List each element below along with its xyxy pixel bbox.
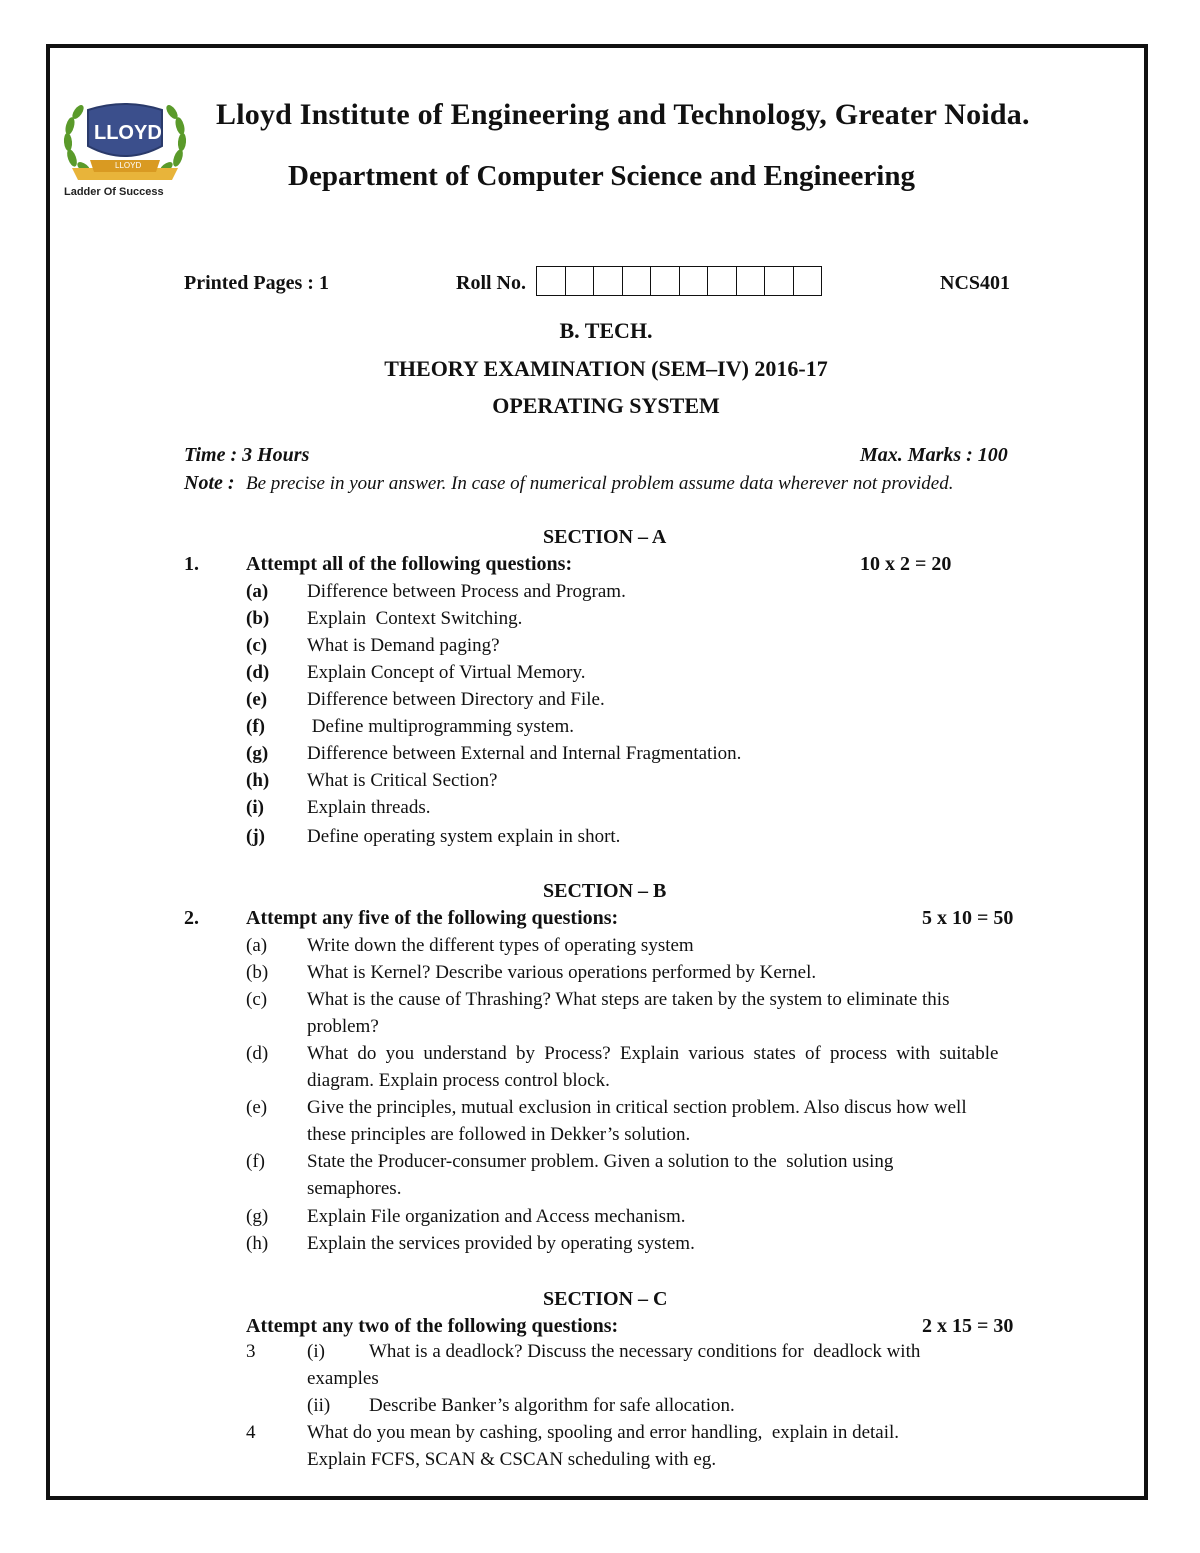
list-item-label: (a)	[246, 581, 269, 602]
note-text: Be precise in your answer. In case of numerical problem assume data wherever not provided.	[246, 473, 954, 494]
list-item-label: (a)	[246, 935, 268, 956]
list-item-cont: diagram. Explain process control block.	[307, 1070, 610, 1091]
question-number: 3	[246, 1341, 256, 1362]
subject-title: OPERATING SYSTEM	[492, 393, 720, 418]
list-item: What is Demand paging?	[307, 635, 500, 656]
list-item-label: (i)	[246, 797, 264, 818]
list-item-cont: examples	[307, 1368, 379, 1389]
list-item: Difference between Directory and File.	[307, 689, 605, 710]
list-item: Difference between Process and Program.	[307, 581, 626, 602]
logo-ribbon-text: LLOYD	[115, 161, 142, 170]
list-item: Explain File organization and Access mechanism.	[307, 1206, 686, 1227]
course-title: B. TECH.	[559, 318, 653, 343]
list-item: Explain the services provided by operating system.	[307, 1233, 695, 1254]
list-item-label: (h)	[246, 770, 270, 791]
list-item: Define multiprogramming system.	[307, 716, 575, 737]
section-b-instruction: Attempt any five of the following questions:	[246, 907, 619, 929]
logo-tagline: Ladder Of Success	[64, 186, 164, 198]
list-item-cont: Explain FCFS, SCAN & CSCAN scheduling with eg.	[307, 1449, 717, 1470]
list-item: Describe Banker’s algorithm for safe allocation.	[369, 1395, 735, 1416]
institute-name: Lloyd Institute of Engineering and Technology, Greater Noida.	[216, 98, 1030, 131]
list-item-label: (c)	[246, 635, 268, 656]
section-c-title: SECTION – C	[543, 1288, 668, 1310]
list-item-label: (d)	[246, 662, 270, 683]
list-item-label: (i)	[307, 1341, 325, 1362]
exam-time: Time : 3 Hours	[184, 444, 310, 466]
list-item: Explain Context Switching.	[307, 608, 523, 629]
section-a-instruction: Attempt all of the following questions:	[246, 553, 573, 575]
list-item-cont: semaphores.	[307, 1178, 402, 1199]
list-item: What is a deadlock? Discuss the necessary conditions for deadlock with	[369, 1341, 921, 1362]
printed-pages: Printed Pages : 1	[184, 272, 329, 294]
list-item: Explain threads.	[307, 797, 431, 818]
list-item-label: (d)	[246, 1043, 269, 1064]
list-item: Define operating system explain in short.	[307, 826, 621, 847]
department-name: Department of Computer Science and Engineering	[288, 160, 915, 192]
exam-title: THEORY EXAMINATION (SEM–IV) 2016-17	[384, 356, 828, 381]
logo-text: LLOYD	[94, 122, 162, 144]
note-label: Note :	[184, 472, 235, 494]
lloyd-logo	[60, 96, 190, 204]
list-item: Difference between External and Internal Fragmentation.	[307, 743, 742, 764]
list-item-label: (e)	[246, 1097, 268, 1118]
section-c-instruction: Attempt any two of the following questions:	[246, 1315, 619, 1337]
list-item: What do you understand by Process? Explain various states of process with suitable	[307, 1043, 999, 1064]
roll-number-boxes[interactable]	[536, 266, 822, 296]
list-item-label: (j)	[246, 826, 265, 847]
list-item: What is Critical Section?	[307, 770, 498, 791]
question-number: 4	[246, 1422, 256, 1443]
list-item: Write down the different types of operating system	[307, 935, 694, 956]
paper-code: NCS401	[940, 272, 1011, 294]
list-item-cont: problem?	[307, 1016, 379, 1037]
section-b-qno: 2.	[184, 907, 199, 929]
list-item-label: (f)	[246, 1151, 265, 1172]
list-item-label: (e)	[246, 689, 268, 710]
list-item-label: (f)	[246, 716, 265, 737]
section-c-marks: 2 x 15 = 30	[922, 1315, 1014, 1337]
list-item: State the Producer-consumer problem. Given a solution to the solution using	[307, 1151, 894, 1172]
page-border	[46, 44, 1148, 1500]
max-marks: Max. Marks : 100	[860, 444, 1008, 466]
list-item-label: (b)	[246, 962, 269, 983]
list-item: Give the principles, mutual exclusion in critical section problem. Also discus how well	[307, 1097, 967, 1118]
list-item-label: (g)	[246, 743, 269, 764]
section-a-title: SECTION – A	[543, 526, 667, 548]
list-item-label: (g)	[246, 1206, 269, 1227]
list-item: What is Kernel? Describe various operations performed by Kernel.	[307, 962, 817, 983]
list-item-cont: these principles are followed in Dekker’s solution.	[307, 1124, 691, 1145]
section-b-title: SECTION – B	[543, 880, 667, 902]
list-item: Explain Concept of Virtual Memory.	[307, 662, 586, 683]
list-item: What is the cause of Thrashing? What steps are taken by the system to eliminate this	[307, 989, 950, 1010]
section-a-qno: 1.	[184, 553, 199, 575]
list-item-label: (b)	[246, 608, 270, 629]
list-item-label: (h)	[246, 1233, 269, 1254]
list-item-label: (c)	[246, 989, 268, 1010]
list-item: What do you mean by cashing, spooling and error handling, explain in detail.	[307, 1422, 900, 1443]
list-item-label: (ii)	[307, 1395, 331, 1416]
section-b-marks: 5 x 10 = 50	[922, 907, 1014, 929]
roll-label: Roll No.	[456, 272, 526, 294]
section-a-marks: 10 x 2 = 20	[860, 553, 952, 575]
